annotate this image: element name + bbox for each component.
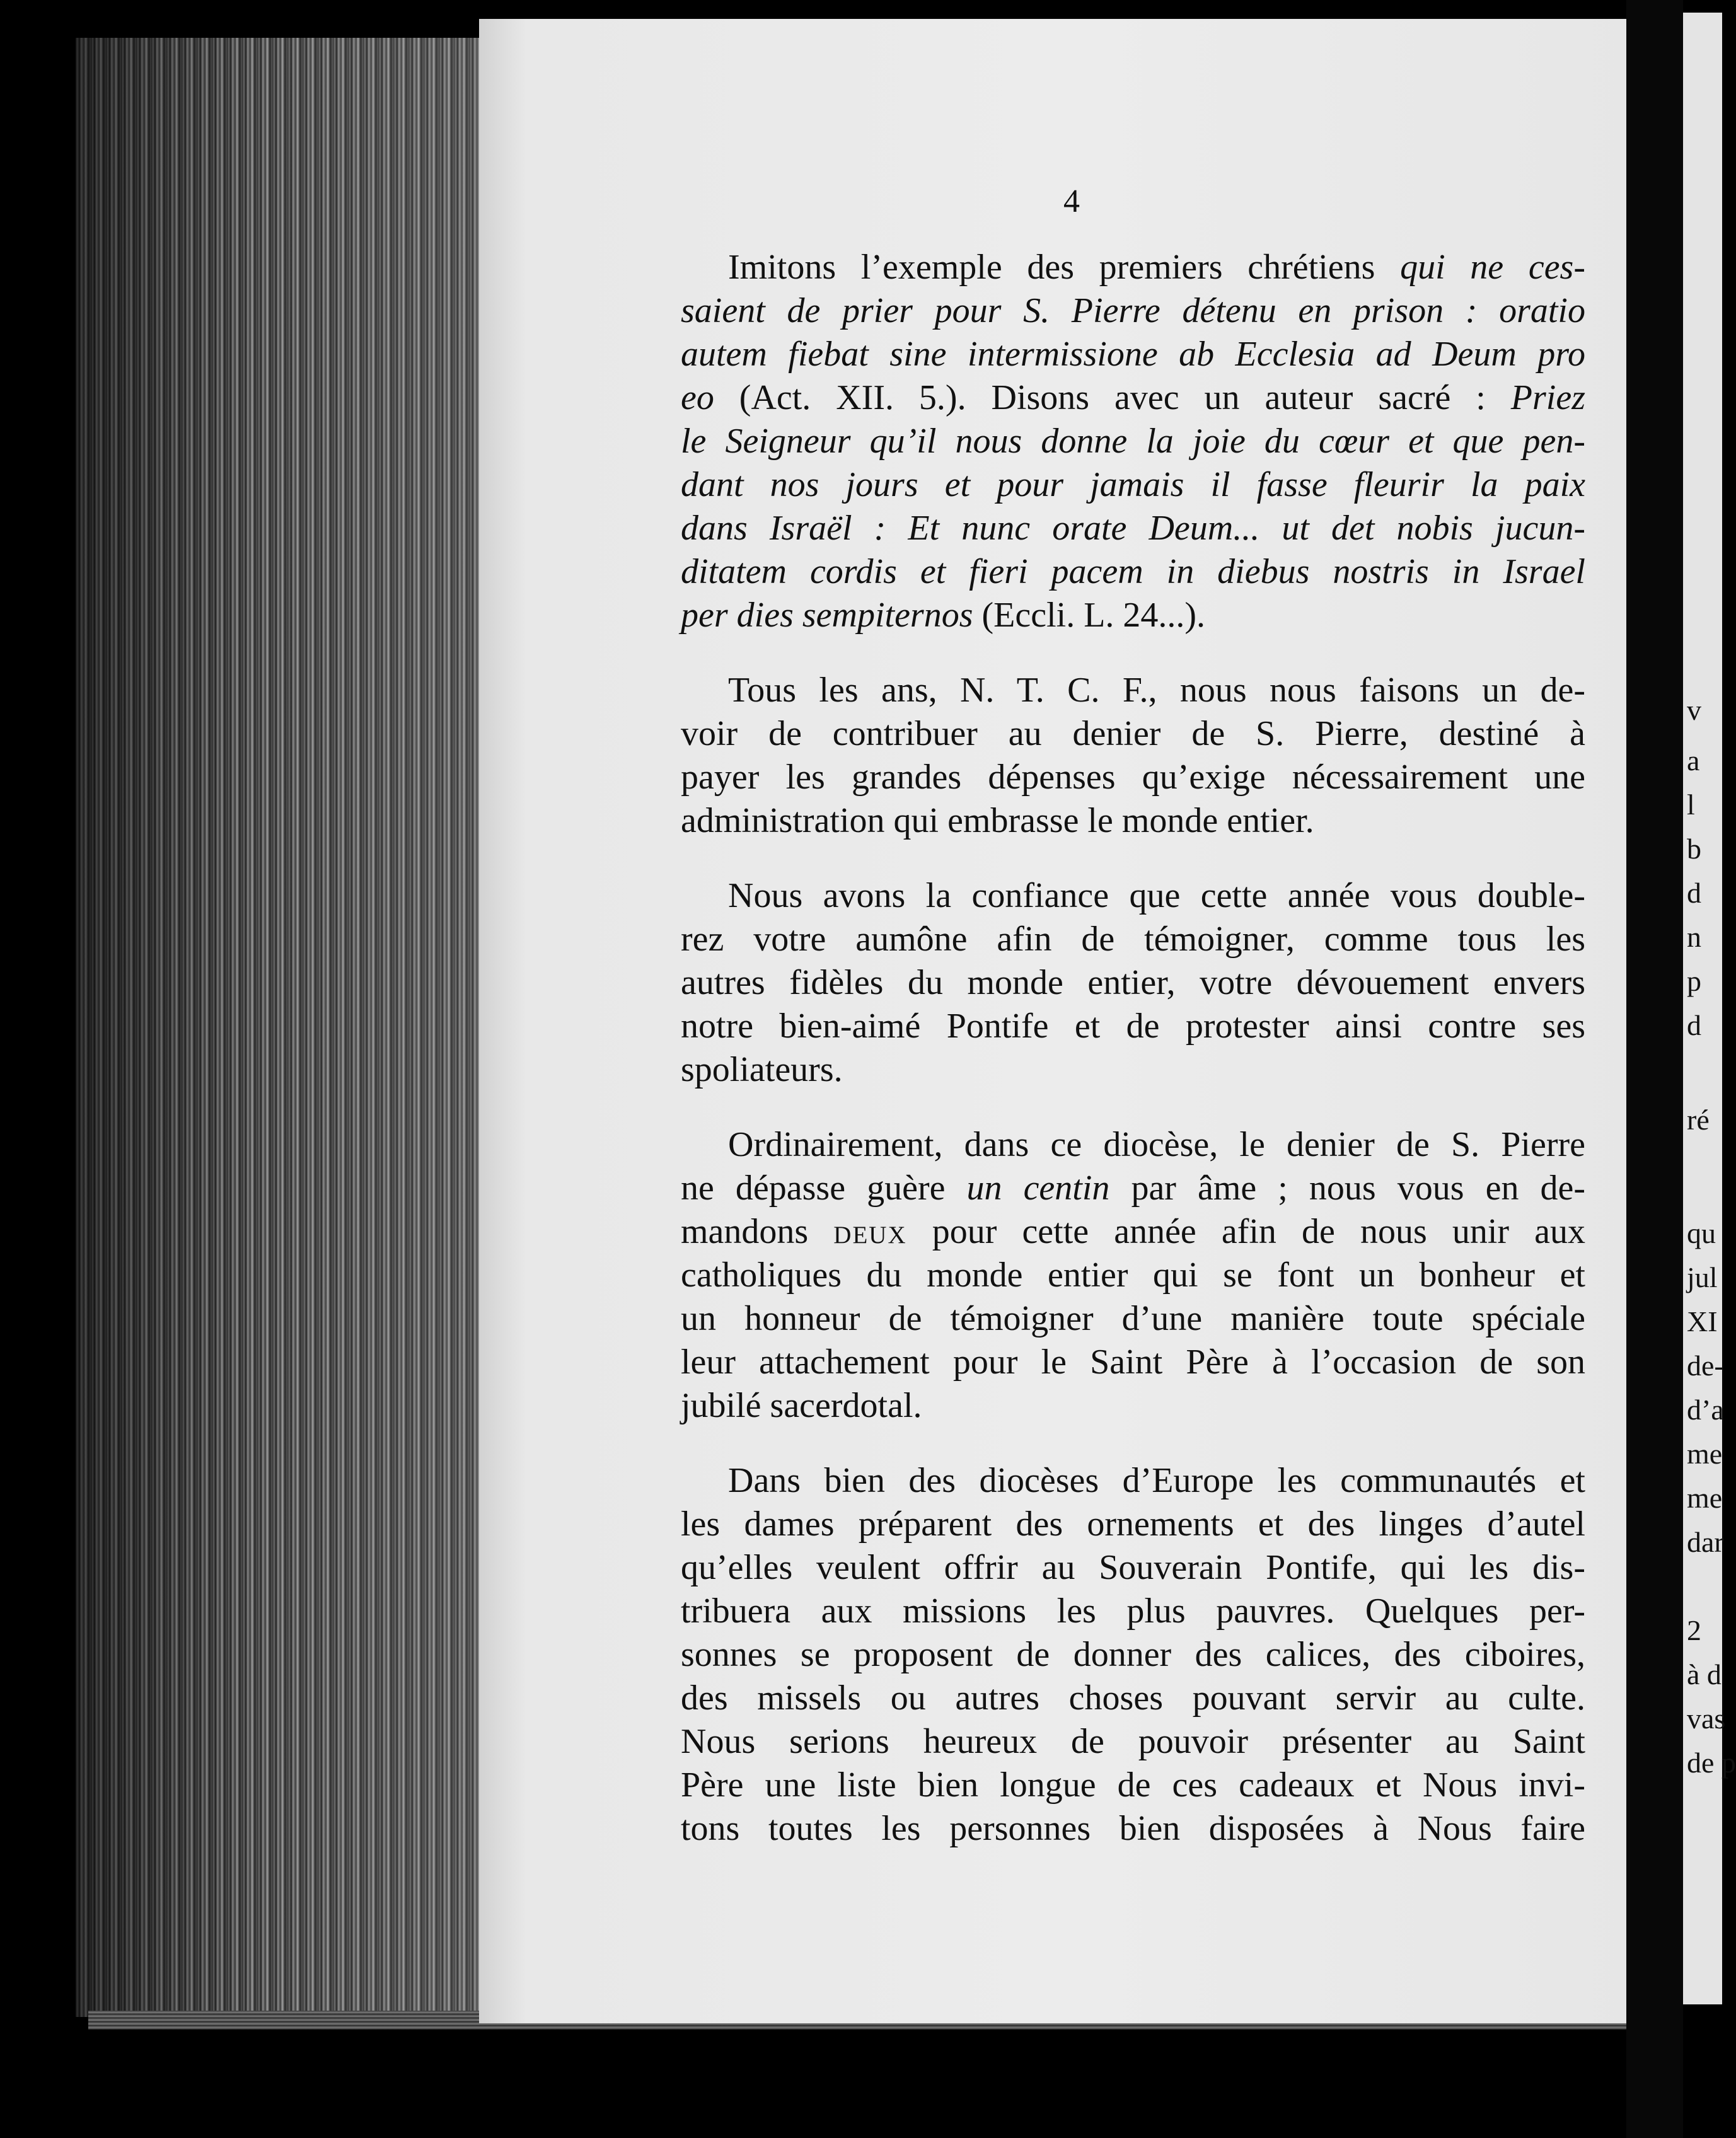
text-run: spoliateurs. <box>681 1050 843 1089</box>
next-page-text: à d <box>1687 1658 1722 1690</box>
italic-text: eo <box>681 378 714 417</box>
next-page-fragment <box>1683 13 1736 2004</box>
text-run: catholiques du monde entier qui se font un bonheur et <box>681 1256 1585 1295</box>
text-line <box>681 669 1585 712</box>
next-page-text: d’a <box>1687 1394 1724 1426</box>
next-page-text: b <box>1687 833 1701 865</box>
text-line <box>681 918 1585 961</box>
text-line <box>681 712 1585 756</box>
italic-text: autem fiebat sine intermissione ab Ecclesia ad Deum pro <box>681 335 1585 374</box>
text-run: tons toutes les personnes bien disposées à Nous faire <box>681 1809 1585 1848</box>
next-page-text: 2 <box>1687 1614 1701 1646</box>
text-line <box>681 1459 1585 1503</box>
book-gutter <box>1626 0 1683 2138</box>
next-page-text: l <box>1687 789 1695 821</box>
next-page-text: qu <box>1687 1217 1716 1249</box>
text-run: administration qui embrasse le monde entier. <box>681 801 1314 840</box>
text-line <box>681 333 1585 376</box>
text-line <box>681 594 1585 637</box>
paragraph <box>681 1123 1585 1428</box>
next-page-text: p <box>1687 965 1701 997</box>
text-run: Dans bien des diocèses d’Europe les communautés et <box>728 1461 1585 1500</box>
italic-text: per dies sempiternos <box>681 596 973 635</box>
next-page-text: vas <box>1687 1702 1726 1735</box>
text-run: Imitons l’exemple des premiers chrétiens <box>728 248 1401 287</box>
page-number: 4 <box>1063 183 1080 219</box>
text-run: jubilé sacerdotal. <box>681 1386 922 1425</box>
text-line <box>681 1254 1585 1297</box>
text-run: qu’elles veulent offrir au Souverain Pontife, qui les dis- <box>681 1548 1585 1587</box>
text-line <box>681 463 1585 507</box>
text-line <box>681 1546 1585 1590</box>
paragraph <box>681 246 1585 637</box>
text-run: autres fidèles du monde entier, votre dévouement envers <box>681 963 1585 1002</box>
italic-text: dant nos jours et pour jamais il fasse fleurir la paix <box>681 465 1585 504</box>
next-page-text: d <box>1687 877 1701 909</box>
text-line <box>681 756 1585 799</box>
text-run: les dames préparent des ornements et des linges d’autel <box>681 1505 1585 1544</box>
text-line <box>681 1005 1585 1048</box>
text-line <box>681 1384 1585 1428</box>
next-page-text: me <box>1687 1438 1723 1470</box>
text-line <box>681 1764 1585 1807</box>
italic-text: le Seigneur qu’il nous donne la joie du cœur et que pen- <box>681 422 1585 461</box>
text-line <box>681 1807 1585 1851</box>
italic-text: Priez <box>1510 378 1585 417</box>
italic-text: ditatem cordis et fieri pacem in diebus nostris in Israel <box>681 552 1585 591</box>
text-run: voir de contribuer au denier de S. Pierre, destiné à <box>681 714 1585 753</box>
book-page-edges <box>76 38 479 2017</box>
text-run: tribuera aux missions les plus pauvres. Quelques per- <box>681 1592 1585 1631</box>
text-line <box>681 1677 1585 1720</box>
text-line <box>681 1341 1585 1384</box>
body-text <box>681 246 1585 1882</box>
text-run: notre bien-aimé Pontife et de protester ainsi contre ses <box>681 1007 1585 1046</box>
text-run: des missels ou autres choses pouvant servir au culte. <box>681 1679 1585 1718</box>
text-line <box>681 874 1585 918</box>
text-line <box>681 1590 1585 1633</box>
next-page-text: n <box>1687 921 1701 953</box>
text-line <box>681 550 1585 594</box>
text-line <box>681 1210 1585 1254</box>
text-run: payer les grandes dépenses qu’exige nécessairement une <box>681 758 1585 797</box>
text-run: par âme ; nous vous en de- <box>1109 1169 1585 1208</box>
italic-text: un centin <box>966 1169 1110 1208</box>
next-page-text: d <box>1687 1009 1701 1041</box>
text-line <box>681 420 1585 463</box>
text-run: Père une liste bien longue de ces cadeaux et Nous invi- <box>681 1765 1585 1805</box>
paragraph <box>681 874 1585 1092</box>
text-run: rez votre aumône afin de témoigner, comme tous les <box>681 920 1585 959</box>
text-line <box>681 1167 1585 1210</box>
next-page-text: dar <box>1687 1526 1724 1558</box>
text-run: pour cette année afin de nous unir aux <box>906 1212 1585 1251</box>
text-run: un honneur de témoigner d’une manière toute spéciale <box>681 1299 1585 1338</box>
text-run: Tous les ans, N. T. C. F., nous nous faisons un de- <box>728 671 1585 710</box>
text-run: sonnes se proposent de donner des calices, des ciboires, <box>681 1635 1585 1674</box>
italic-text: dans Israël : Et nunc orate Deum... ut det nobis jucun- <box>681 509 1585 548</box>
next-page-text: a <box>1687 744 1700 777</box>
text-line <box>681 961 1585 1005</box>
text-line <box>681 507 1585 550</box>
text-line <box>681 289 1585 333</box>
text-run: Nous serions heureux de pouvoir présenter au Saint <box>681 1722 1585 1761</box>
text-run: ne dépasse guère <box>681 1169 967 1208</box>
next-page-text: me <box>1687 1482 1723 1514</box>
text-run: Nous avons la confiance que cette année vous double- <box>728 876 1585 915</box>
next-page-text: XI <box>1687 1305 1718 1338</box>
next-page-text: v <box>1687 694 1701 726</box>
text-run: (Act. XII. 5.). Disons avec un auteur sacré : <box>714 378 1511 417</box>
text-run: (Eccli. L. 24...). <box>973 596 1206 635</box>
text-run: Ordinairement, dans ce diocèse, le denier de S. Pierre <box>728 1125 1585 1164</box>
text-line <box>681 1048 1585 1092</box>
text-line <box>681 376 1585 420</box>
next-page-text: jul <box>1687 1261 1718 1293</box>
italic-text: qui ne ces- <box>1400 248 1585 287</box>
text-run: leur attachement pour le Saint Père à l’occasion de son <box>681 1343 1585 1382</box>
text-line <box>681 799 1585 843</box>
next-page-text: de p <box>1687 1747 1736 1779</box>
text-run: mandons <box>681 1212 834 1251</box>
text-run: deux <box>833 1212 907 1251</box>
next-page-text: de- <box>1687 1349 1724 1382</box>
text-line <box>681 1720 1585 1764</box>
text-line <box>681 246 1585 289</box>
text-line <box>681 1123 1585 1167</box>
paragraph <box>681 1459 1585 1851</box>
text-line <box>681 1633 1585 1677</box>
paragraph <box>681 669 1585 843</box>
text-line <box>681 1297 1585 1341</box>
text-line <box>681 1503 1585 1546</box>
next-page-text: ré <box>1687 1104 1710 1136</box>
italic-text: saient de prier pour S. Pierre détenu en prison : oratio <box>681 291 1585 330</box>
